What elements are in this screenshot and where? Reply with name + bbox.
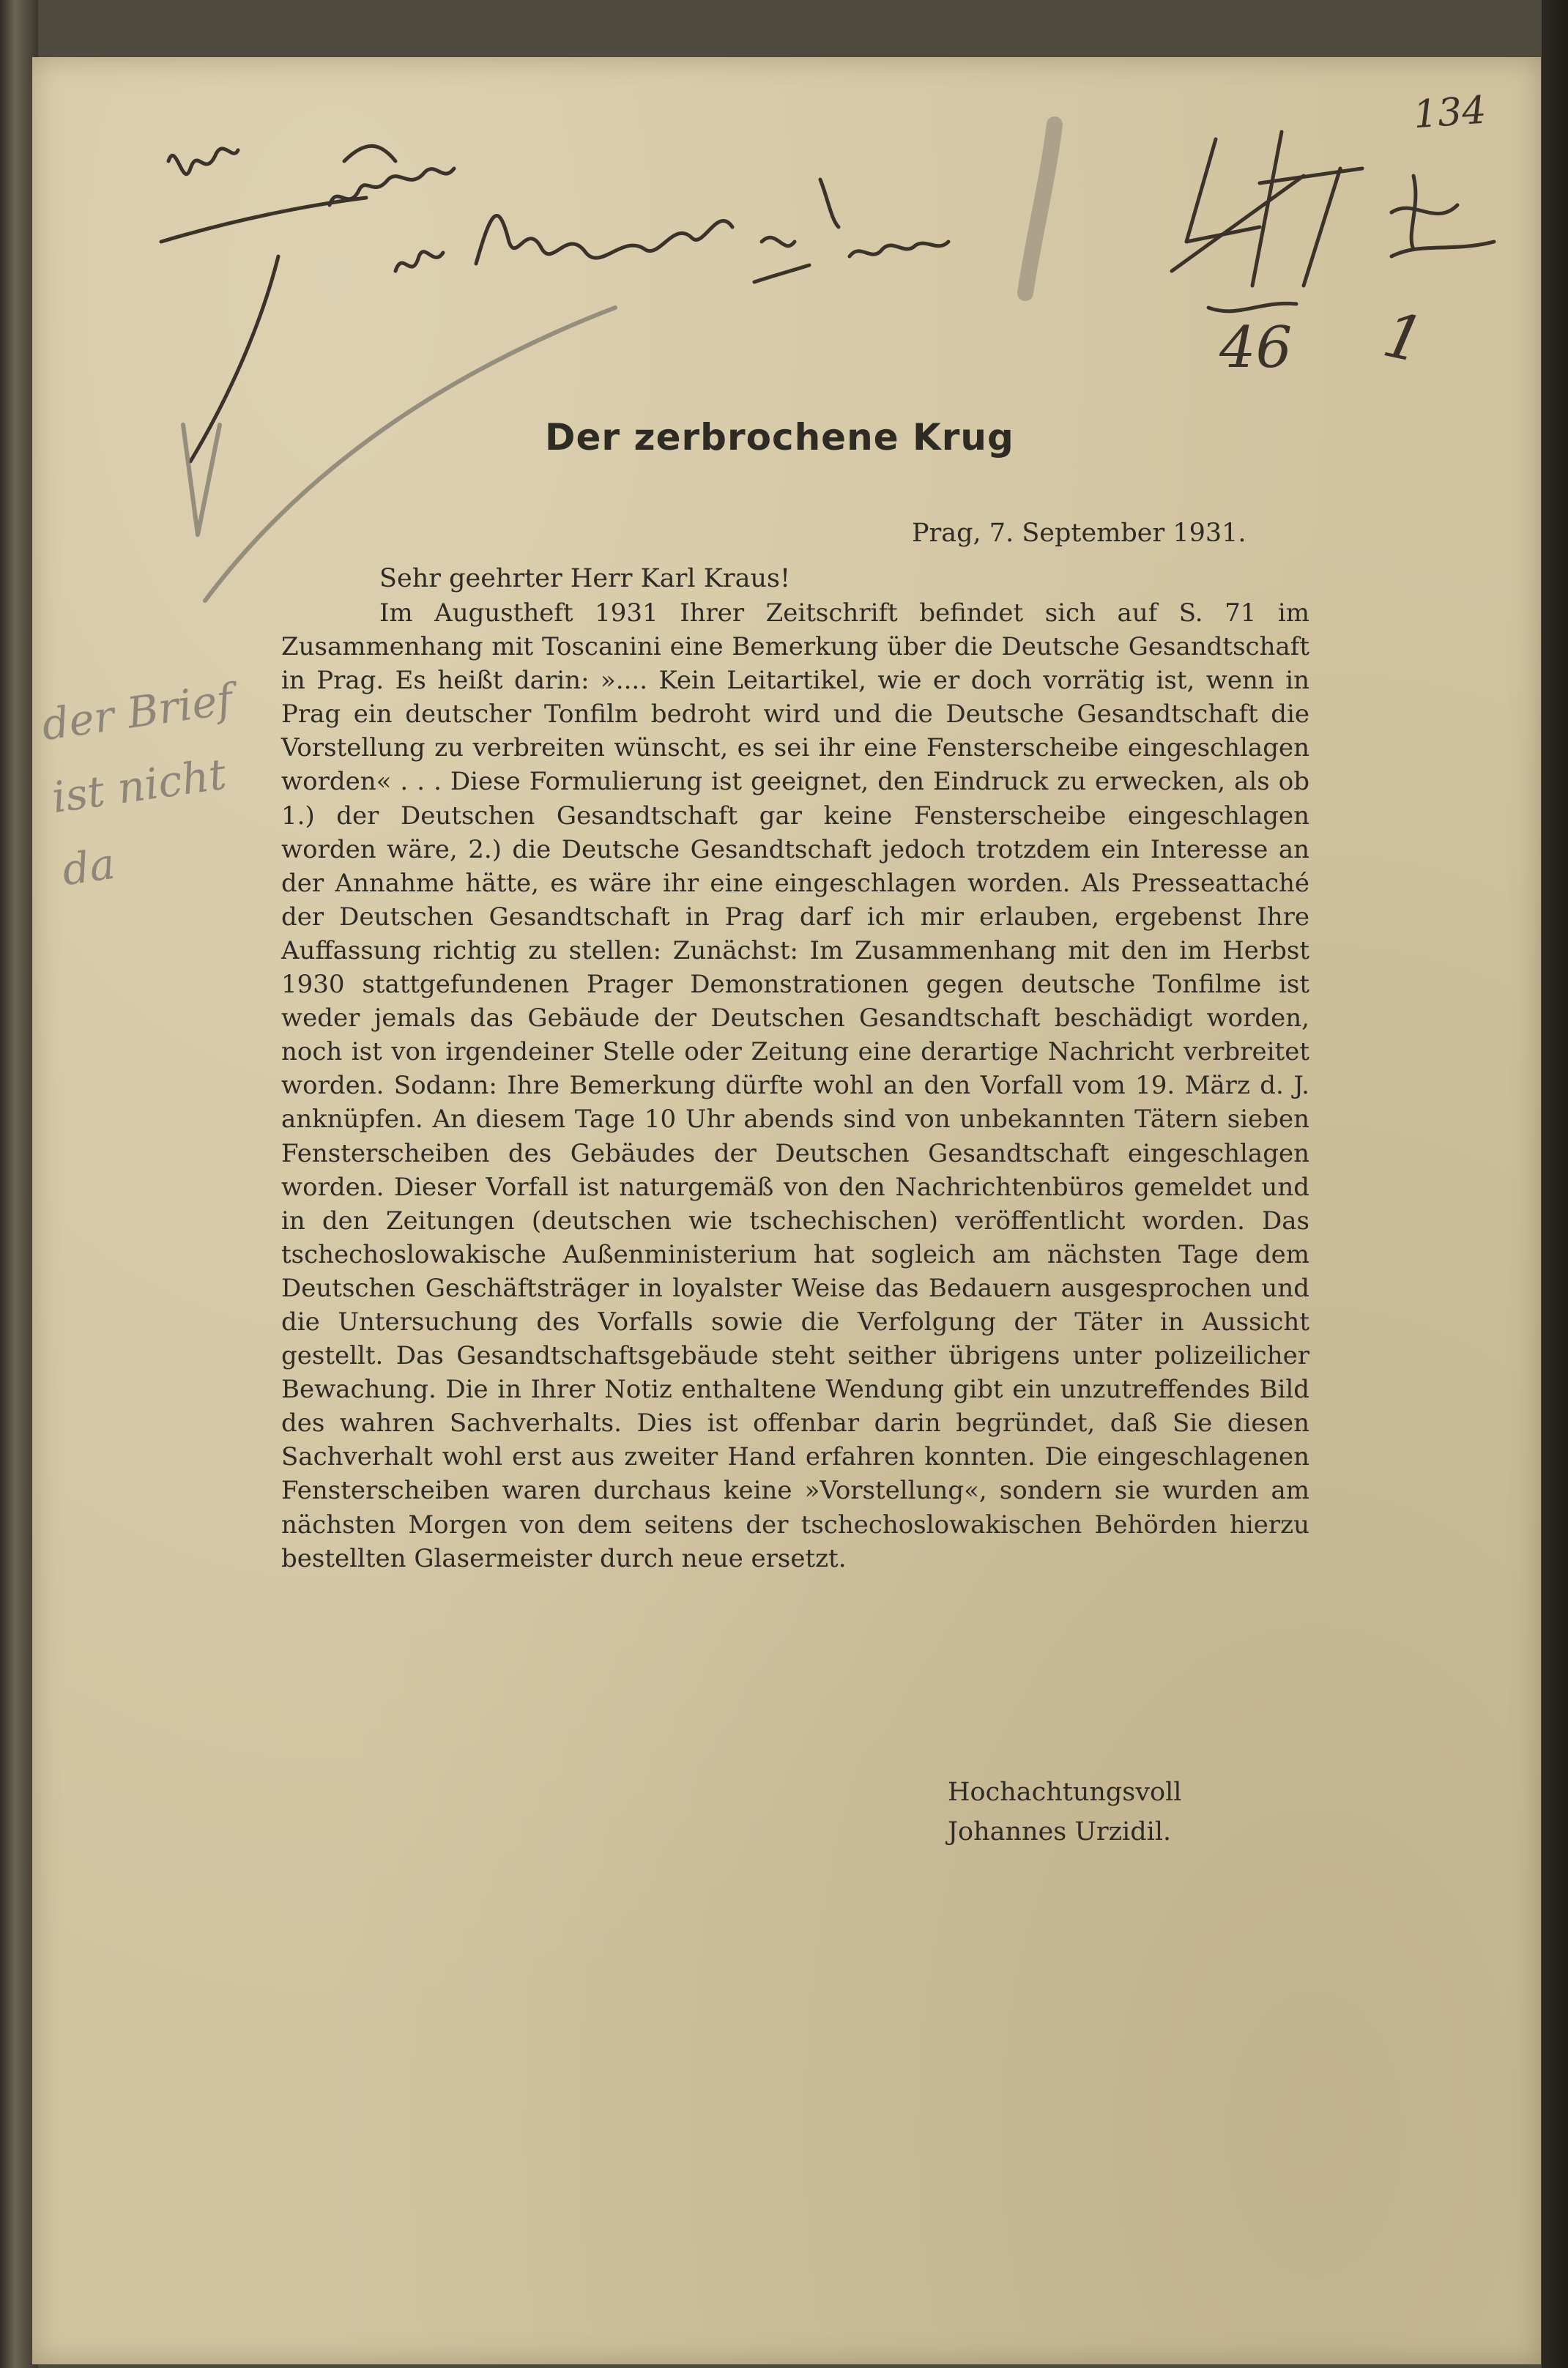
- crossed-numbers: [1172, 125, 1509, 315]
- pencil-bar: [1003, 117, 1091, 308]
- letter-body: Im Augustheft 1931 Ihrer Zeitschrift befindet sich auf S. 71 im Zusammenhang mit Toscanini eine Bemerkung über die Deutsche Gesandtschaft in Prag. Es heißt darin: ».... Kein Leitartikel, wie er doch vorrätig ist, wenn in Prag ein deutscher Tonfilm bedroht wird und die Deutsche Gesandtschaft die Vorstellung zu verbreiten wünscht, es sei ihr eine Fensterscheibe eingeschlagen worden« . . . Diese Formulierung ist geeignet, den Eindruck zu erwecken, als ob 1.) der Deutschen Gesandtschaft gar keine Fensterscheibe eingeschlagen worden wäre, 2.) die Deutsche Gesandtschaft jedoch trotzdem ein Interesse an der Annahme hätte, es wäre ihr eine eingeschlagen worden. Als Presseattaché der Deutschen Gesandtschaft in Prag darf ich mir erlauben, ergebenst Ihre Auffassung richtig zu stellen: Zunächst: Im Zusammenhang mit den im Herbst 1930 stattgefundenen Prager Demonstrationen gegen deutsche Tonfilme ist weder jemals das Gebäude der Deutschen Gesandtschaft beschädigt worden, noch ist von irgendeiner Stelle oder Zeitung eine derartige Nachricht verbreitet worden. Sodann: Ihre Bemerkung dürfte wohl an den Vorfall vom 19. März d. J. anknüpfen. An diesem Tage 10 Uhr abends sind von unbekannten Tätern sieben Fensterscheiben des Gebäudes der Deutschen Gesandtschaft eingeschlagen worden. Dieser Vorfall ist naturgemäß von den Nachrichtenbüros gemeldet und in den Zeitungen (deutschen wie tschechischen) veröffentlicht worden. Das tschechoslowakische Außenministerium hat sogleich am nächsten Tage dem Deutschen Geschäftsträger in loyalster Weise das Bedauern ausgesprochen und die Untersuchung des Vorfalls sowie die Verfolgung der Täter in Aussicht gestellt. Das Gesandtschaftsgebäude steht seither übrigens unter polizeilicher Bewachung. Die in Ihrer Notiz enthaltene Wendung gibt ein unzutreffendes Bild des wahren Sachverhalts. Dies ist offenbar darin begründet, daß Sie diesen Sachverhalt wohl erst aus zweiter Hand erfahren konnten. Die eingeschlagenen Fensterscheiben waren durchaus keine »Vorstellung«, sondern sie wurden am nächsten Morgen von dem seitens der tschechoslowakischen Behörden hierzu bestellten Glasermeister durch neue ersetzt.: [281, 598, 1309, 1573]
- signature: Johannes Urzidil.: [948, 1817, 1172, 1846]
- closing-phrase: Hochachtungsvoll: [948, 1778, 1182, 1807]
- page-number: 134: [1412, 88, 1488, 138]
- document-title: Der zerbrochene Krug: [545, 416, 1014, 459]
- pencil-margin-note: der Brief ist nicht da: [38, 674, 236, 896]
- letter-closing: [948, 1773, 1182, 1852]
- page-edge: [1542, 0, 1568, 2368]
- handwritten-number: 1: [1377, 298, 1431, 377]
- salutation: Sehr geehrter Herr Karl Kraus!: [379, 564, 791, 593]
- handwritten-number: 46: [1219, 315, 1293, 381]
- dateline: Prag, 7. September 1931.: [912, 519, 1246, 548]
